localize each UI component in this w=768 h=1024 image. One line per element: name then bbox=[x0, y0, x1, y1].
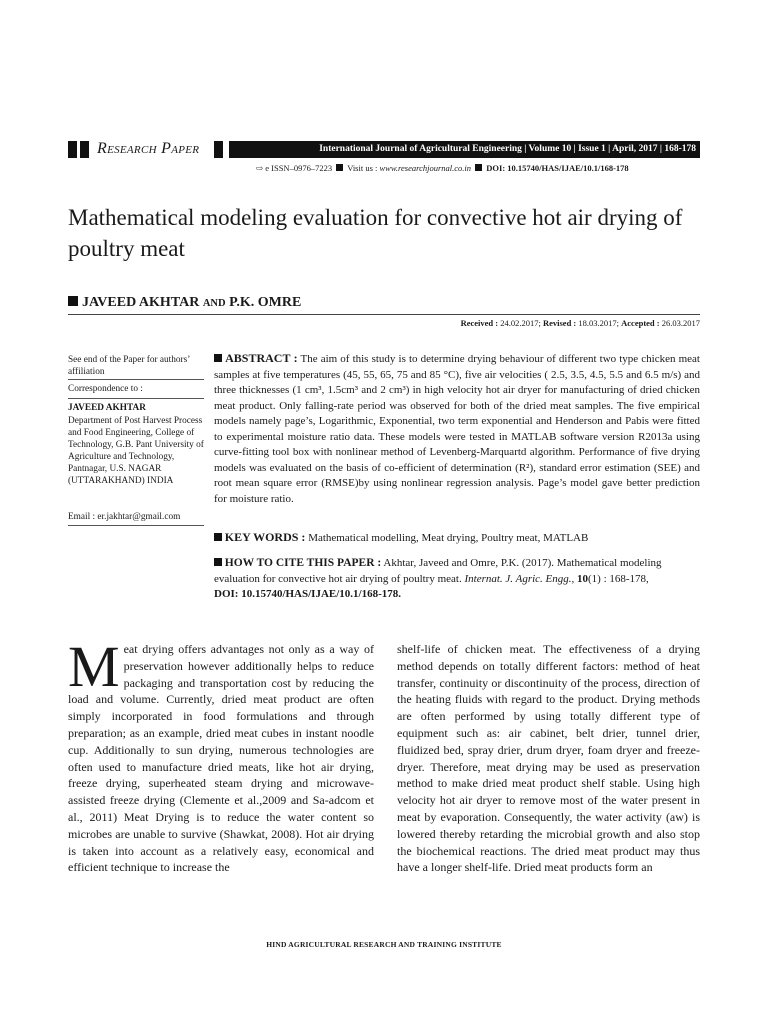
header-block-left bbox=[68, 141, 77, 158]
drop-cap: M bbox=[68, 634, 120, 699]
received-label: Received : bbox=[460, 318, 499, 328]
body-column-1 bbox=[68, 634, 374, 876]
paper-title: Mathematical modeling evaluation for convective hot air drying of poultry meat bbox=[68, 205, 683, 261]
square-bullet-icon bbox=[475, 164, 482, 171]
authors-line bbox=[68, 295, 301, 311]
publisher-footer: HIND AGRICULTURAL RESEARCH AND TRAINING INSTITUTE bbox=[266, 940, 502, 949]
keywords-text: Mathematical modelling, Meat drying, Poultry meat, MATLAB bbox=[308, 532, 589, 544]
issn-line bbox=[256, 163, 629, 174]
header-block-mid bbox=[214, 141, 223, 158]
accepted-label: Accepted : bbox=[621, 318, 660, 328]
website-link[interactable]: www.researchjournal.co.in bbox=[379, 163, 472, 173]
divider bbox=[68, 525, 204, 526]
divider bbox=[68, 314, 700, 315]
cite-volume: 10 bbox=[577, 572, 589, 585]
citation: HOW TO CITE THIS PAPER : Akhtar, Javeed and Omre, P.K. (2017). Mathematical modeling evaluation for convective hot air drying of poultry meat. Internat. J. Agric. Engg., 10(1) : 168-178, DOI: 10.15740/HAS/IJAE/10.1/168-178. bbox=[214, 557, 662, 600]
author-2: P.K. OMRE bbox=[229, 295, 302, 310]
cite-journal: Internat. J. Agric. Engg. bbox=[464, 572, 572, 585]
keywords-label: KEY WORDS : bbox=[224, 530, 306, 544]
square-bullet-icon bbox=[214, 533, 222, 541]
cite-doi: DOI: 10.15740/HAS/IJAE/10.1/168-178. bbox=[214, 588, 402, 600]
divider bbox=[68, 379, 204, 380]
keywords bbox=[214, 530, 700, 546]
abstract-label: ABSTRACT : bbox=[225, 351, 298, 365]
research-paper-label: Research Paper bbox=[97, 140, 200, 157]
cite-issue-pages: (1) : 168-178, bbox=[588, 572, 649, 585]
header-block-left-2 bbox=[80, 141, 89, 158]
affiliation-note: See end of the Paper for authors’ affiliation bbox=[68, 355, 190, 377]
revised-date: 18.03.2017; bbox=[578, 318, 620, 328]
square-bullet-icon bbox=[214, 558, 222, 566]
abstract bbox=[214, 351, 700, 507]
body-text-col1: eat drying offers advantages not only as a way of preservation however additionally helps to reduce packaging and transportation cost by reducing the load and volume. Currently, dried meat product are often simply incorporated in food formulations and through preparation; as an example, dried meat cubes in instant noodle cup. Additionally to sun drying, numerous technologies are often used to manufacture dried meats, like hot air drying, freeze drying, superheated steam drying and microwave-assisted freeze drying (Clemente et al.,2009 and Sa-adcom et al., 2011) Meat Drying is to reduce the water content so microbes are unable to survive (Shawkat, 2008). Hot air drying is taken into account as a relatively easy, economical and efficient technique to increase the bbox=[68, 642, 374, 875]
divider bbox=[68, 398, 204, 399]
square-bullet-icon bbox=[214, 354, 222, 362]
correspondence-label: Correspondence to : bbox=[68, 384, 143, 394]
cite-text: Akhtar, Javeed and Omre, P.K. (2017). Mathematical modeling evaluation for convective hot air drying of poultry meat. bbox=[214, 557, 662, 585]
arrow-icon: ⇨ bbox=[256, 163, 264, 173]
correspondent-email[interactable]: Email : er.jakhtar@gmail.com bbox=[68, 512, 181, 522]
square-bullet-icon bbox=[336, 164, 343, 171]
square-bullet-icon bbox=[68, 296, 78, 306]
accepted-date: 26.03.2017 bbox=[661, 318, 700, 328]
dates-line bbox=[300, 318, 700, 328]
body-column-2: shelf-life of chicken meat. The effectiveness of a drying method depends on totally different factors: method of heat transfer, continuity or discontinuity of the process, direction of the heating fluids with regard to the product. Drying methods are often performed by using totally different type of equipment such as: air cabinet, belt drier, tunnel drier, fluidized bed, spray drier, drum dryer, foam dryer and freeze-dryer. Therefore, meat drying may be used as preservation method to make dried meat product shelf stable. Using high velocity hot air dryer to remove most of the water present in meat by evaporation. Consequently, the water activity (aw) is lowered thereby retarding the microbial growth and also stop the biochemical reactions. The dried meat product may thus have a longer shelf-life. Dried meat products form an bbox=[397, 642, 700, 875]
doi-text: DOI: 10.15740/HAS/IJAE/10.1/168-178 bbox=[486, 163, 629, 173]
received-date: 24.02.2017; bbox=[500, 318, 541, 328]
journal-info-bar: International Journal of Agricultural Engineering | Volume 10 | Issue 1 | April, 2017 | 168-178 bbox=[229, 141, 700, 158]
abstract-text: The aim of this study is to determine drying behaviour of different two type chicken meat samples at five temperatures (45, 55, 65, 75 and 85 °C), five air velocities ( 2.5, 3.5, 4.5, 5.5 and 6.5 m/s) and three thicknesses (1 cm³, 1.5cm³ and 2 cm³) in high velocity hot air dryer for manufacturing of dried chicken meat product. Only falling-rate period was observed for both of the dried meat samples. The five empirical models namely page’s, Logarithmic, Exponential, two term exponential and Henderson and Pabis were fitted to experimental moisture ratio data. These models were tested in MATLAB software version R2013a using curve-fitting tool box with nonlinear method of Levenberg-Marquartd algorithm. Performance of five drying models was evaluated on the basis of co-efficient of determination (R²), standard error estimation (SEE) and root mean square error (RMSE)by using nonlinear regression analysis. Page’s model gave better prediction for moisture ratio. bbox=[214, 353, 700, 505]
correspondent-name: JAVEED AKHTAR bbox=[68, 403, 146, 413]
correspondent-address: Department of Post Harvest Process and Food Engineering, College of Technology, G.B. Pant University of Agriculture and Technology, Pantnagar, U.S. NAGAR (UTTARAKHAND) INDIA bbox=[68, 416, 204, 486]
cite-label: HOW TO CITE THIS PAPER : bbox=[224, 557, 382, 569]
author-1: JAVEED AKHTAR bbox=[82, 295, 200, 310]
revised-label: Revised : bbox=[542, 318, 577, 328]
visit-label: Visit us : bbox=[347, 163, 378, 173]
author-and: AND bbox=[202, 298, 226, 309]
issn-text: e ISSN–0976–7223 bbox=[265, 163, 333, 173]
